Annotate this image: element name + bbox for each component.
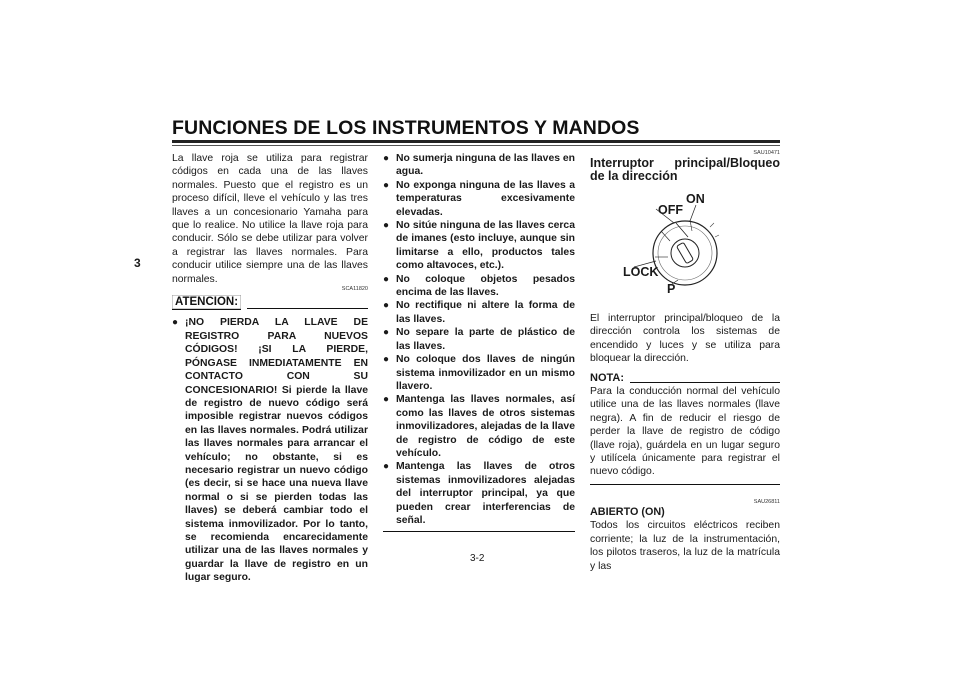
warning-label: ATENCION: bbox=[172, 295, 241, 310]
nota-label: NOTA: bbox=[590, 371, 625, 384]
bullet-icon: ● bbox=[383, 461, 390, 473]
nota-header bbox=[590, 372, 780, 385]
bullet-icon: ● bbox=[383, 300, 390, 312]
nota-end-rule bbox=[590, 484, 780, 485]
bullet-icon: ● bbox=[383, 327, 390, 339]
list-item-text: Mantenga las llaves normales, así como las llaves de otros sistemas inmovilizadores, alejadas de la llave de registro de código de este vehículo. bbox=[396, 394, 575, 459]
warning-item bbox=[172, 316, 368, 584]
warning-end-rule bbox=[383, 531, 575, 532]
warning-header bbox=[172, 295, 368, 310]
ignition-switch-figure bbox=[590, 187, 780, 302]
list-item-text: Mantenga las llaves de otros sistemas inmovilizadores alejadas del interruptor principal, ya que pueden crear interferencias de señal. bbox=[396, 461, 575, 526]
sub-heading: ABIERTO (ON) bbox=[590, 505, 665, 518]
list-item bbox=[383, 299, 575, 326]
section-paragraph: El interruptor principal/bloqueo de la dirección controla los sistemas de encendido y luces y se utiliza para bloquear la dirección. bbox=[590, 313, 780, 365]
ignition-switch-icon bbox=[590, 187, 780, 302]
label-lock: LOCK bbox=[623, 265, 659, 279]
list-item bbox=[383, 460, 575, 527]
list-item-text: No exponga ninguna de las llaves a temperaturas excesivamente elevadas. bbox=[396, 179, 575, 218]
title-rule bbox=[172, 140, 780, 143]
list-item bbox=[383, 179, 575, 219]
sub-paragraph: Todos los circuitos eléctricos reciben corriente; la luz de la instrumentación, los pilotos traseros, la luz de la matrícula y las bbox=[590, 520, 780, 572]
page-number: 3-2 bbox=[470, 553, 485, 564]
list-item bbox=[383, 393, 575, 460]
nota-rule bbox=[630, 382, 780, 383]
nota-text: Para la conducción normal del vehículo utilice una de las llaves normales (llave negra). A fin de reducir el riesgo de perder la llave de registro de código (llave roja), guárdela en un lugar seguro y utilícela únicamente para registrar el nuevo código. bbox=[590, 386, 780, 478]
list-item-text: No sitúe ninguna de las llaves cerca de imanes (esto incluye, aunque sin limitarse a ello, productos tales como altavoces, etc.). bbox=[396, 220, 575, 272]
column-1 bbox=[172, 152, 368, 585]
chapter-number: 3 bbox=[134, 256, 141, 270]
list-item-text: No coloque dos llaves de ningún sistema inmovilizador en un mismo llavero. bbox=[396, 354, 575, 392]
intro-paragraph: La llave roja se utiliza para registrar códigos en cada una de las llaves normales. Puesto que el registro es un proceso difícil, lleve el vehículo y las tres llaves a un concesionario Yamaha para que lo realice. No utilice la llave roja para conducir. Sólo se debe utilizar para volver a registrar las llaves normales. Para conducir utilice siempre una de las llaves normales. bbox=[172, 153, 368, 285]
bullet-icon: ● bbox=[172, 317, 179, 329]
page-title: FUNCIONES DE LOS INSTRUMENTOS Y MANDOS bbox=[172, 117, 640, 139]
bullet-icon: ● bbox=[383, 273, 390, 285]
column-2 bbox=[383, 152, 575, 532]
title-rule-thin bbox=[172, 145, 780, 146]
label-on: ON bbox=[686, 192, 705, 206]
list-item-text: No coloque objetos pesados encima de las llaves. bbox=[396, 273, 575, 299]
column-3 bbox=[590, 150, 780, 573]
list-item bbox=[383, 219, 575, 273]
warning-rule bbox=[247, 308, 368, 309]
bullet-icon: ● bbox=[383, 179, 390, 191]
list-item-text: No separe la parte de plástico de las llaves. bbox=[396, 327, 575, 352]
label-off: OFF bbox=[658, 203, 683, 217]
list-item bbox=[383, 353, 575, 393]
list-item bbox=[383, 273, 575, 300]
list-item bbox=[383, 326, 575, 353]
list-item-text: No rectifique ni altere la forma de las llaves. bbox=[396, 300, 575, 325]
ref-code: SCA11820 bbox=[341, 286, 368, 293]
ref-code: SAU10471 bbox=[753, 150, 780, 156]
bullet-icon: ● bbox=[383, 220, 390, 232]
bullet-icon: ● bbox=[383, 354, 390, 366]
section-heading: Interruptor principal/Bloqueo de la dirección bbox=[590, 156, 780, 183]
bullet-icon: ● bbox=[383, 394, 390, 406]
bullet-icon: ● bbox=[383, 153, 390, 164]
ref-code: SAU26811 bbox=[753, 498, 780, 505]
list-item bbox=[383, 152, 575, 179]
label-p: P bbox=[667, 282, 676, 296]
warning-text: ¡NO PIERDA LA LLAVE DE REGISTRO PARA NUEVOS CÓDIGOS! ¡SI LA PIERDE, PÓNGASE INMEDIATAMENTE EN CONTACTO CON SU CONCESIONARIO! Si pierde la llave de registro de nuevo código será imposible registrar nuevos códigos en las llaves normales. Podrá utilizar las llaves normales para arrancar el vehículo; no obstante, si es necesario registrar un nuevo código (es decir, si se hace una nueva llave normal o si se pierden todas las llaves) se deberá cambiar todo el sistema inmovilizador. Por lo tanto, se recomienda encarecidamente utilizar una de las llaves normales y guardar la llave de registro en un lugar seguro. bbox=[185, 317, 368, 584]
list-item-text: No sumerja ninguna de las llaves en agua. bbox=[396, 153, 576, 178]
